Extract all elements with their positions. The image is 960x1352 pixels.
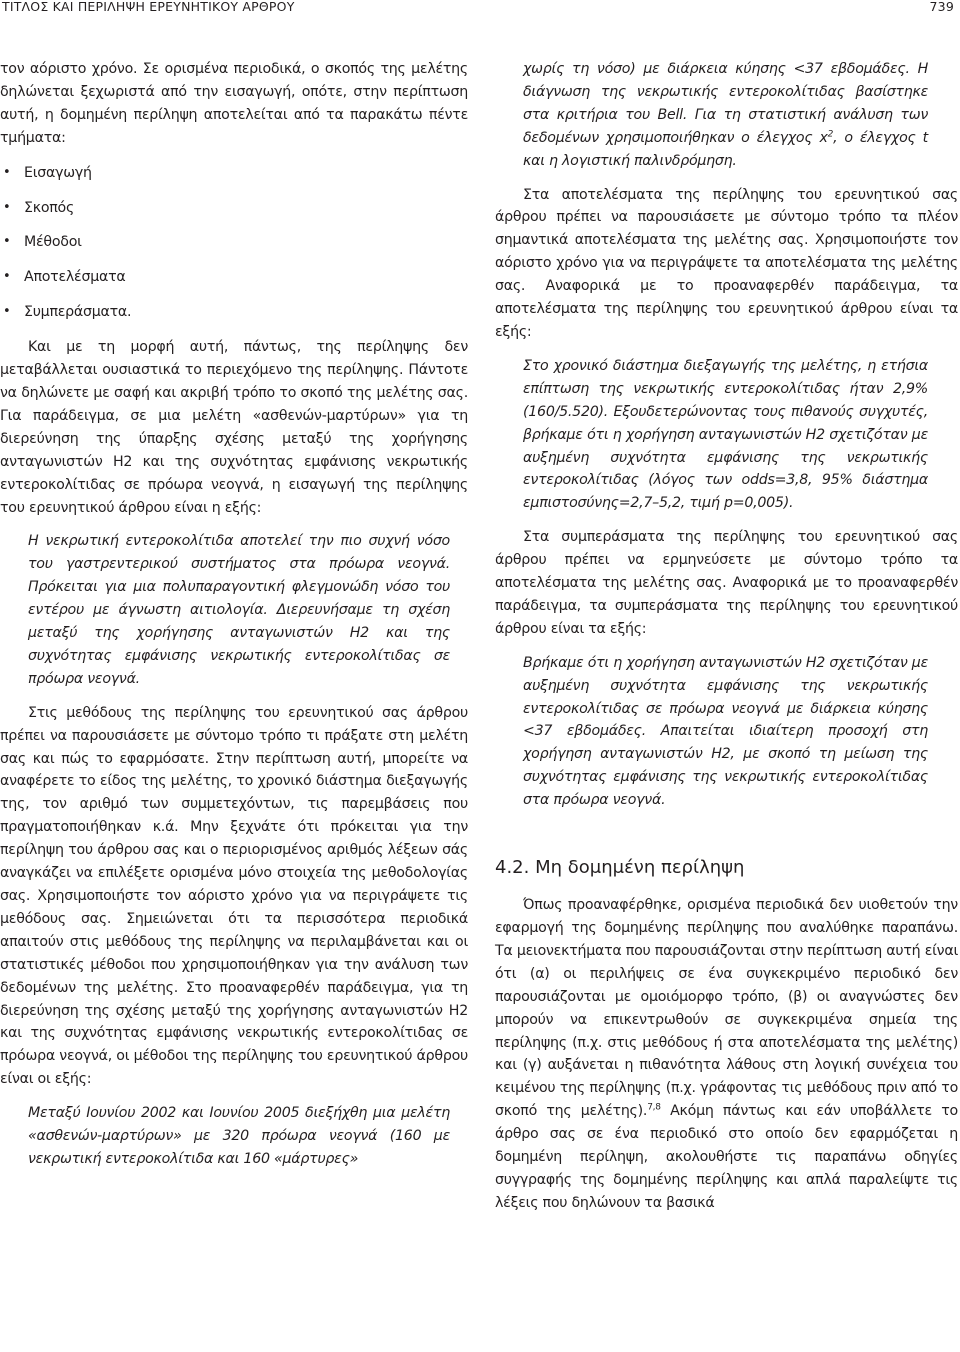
section-heading: 4.2. Μη δομημένη περίληψη — [495, 857, 745, 879]
left-column — [0, 58, 468, 1171]
running-title: ΤΙΤΛΟΣ ΚΑΙ ΠΕΡΙΛΗΨΗ ΕΡΕΥΝΗΤΙΚΟΥ ΑΡΘΡΟΥ — [2, 0, 295, 14]
methods-example-text: χωρίς τη νόσο) με διάρκεια κύησης <37 εβδομάδες. Η διάγνωση της νεκρωτικής εντεροκολίτιδας βασίστηκε στα κριτήρια του Bell. Για τη στατιστική ανάλυση των δεδομένων χρησιμοποιήθηκαν ο έλεγχος x — [523, 61, 928, 146]
unstructured-tail: Ακόμη πάντως και εάν υποβάλλετε το άρθρο σας σε ένα περιοδικό στο οποίο δεν εφαρμόζεται η δομημένη περίληψη, ακολουθήστε τις παραπάνω οδηγίες συγγραφής της δομημένης περίληψης και απλά παραλείψτε τις λέξεις που δηλώνουν τα βασικά — [495, 1103, 958, 1211]
results-example: Στο χρονικό διάστημα διεξαγωγής της μελέτης, η ετήσια επίπτωση της νεκρωτικής εντεροκολίτιδας ήταν 2,9% (160/5.520). Εξουδετερώνοντας τους πιθανούς συγχυτές, βρήκαμε ότι η χορήγηση ανταγωνιστών H2 σχετιζόταν με αυξημένη συχνότητα εμφάνισης της νεκρωτικής εντεροκολίτιδας (λόγος των odds=3,8, 95% διάστημα εμπιστοσύνης=2,7–5,2, τιμή p=0,005). — [523, 357, 928, 512]
form-paragraph: Και με τη μορφή αυτή, πάντως, της περίληψης δεν μεταβάλλεται ουσιαστικά το περιεχόμενο της περίληψης. Πάντοτε να δηλώνετε με σαφή και ακριβή τρόπο το σκοπό της μελέτης σας. Για παράδειγμα, σε μια μελέτη «ασθενών-μαρτύρων» για τη διερεύνηση της ύπαρξης σχέσης μεταξύ της χορήγησης ανταγωνιστών H2 και της συχνότητας εμφάνισης νεκρωτικής εντεροκολίτιδας σε πρόωρα νεογνά, η εισαγωγή της περίληψης του ερευνητικού άρθρου είναι η εξής: — [0, 339, 468, 516]
methods-paragraph: Στις μεθόδους της περίληψης του ερευνητικού σας άρθρου πρέπει να παρουσιάσετε με σύντομο τρόπο τι πράξατε στη μελέτη σας και πώς το εφαρμόσατε. Στην περίπτωση αυτή, μπορείτε να αναφέρετε το είδος της μελέτης, το χρονικό διάστημα διεξαγωγής της, τον αριθμό των συμμετεχόντων, τις παρεμβάσεις που πραγματοποιήθηκαν κ.ά. Μην ξεχνάτε ότι πρόκειται για την περίληψη του άρθρου σας και ο περιορισμένος αριθμός λέξεων σάς αναγκάζει να επιλέξετε ορισμένα μόνο στοιχεία της μεθοδολογίας σας. Χρησιμοποιήστε τον αόριστο χρόνο για να περιγράψετε τις μεθόδους σας. Σημειώνεται ότι τα περισσότερα περιοδικά απαιτούν στις μεθόδους της περίληψης να περιλαμβάνεται και οι στατιστικές μέθοδοι που χρησιμοποιήθηκαν για την ανάλυση των δεδομένων της μελέτης. Στο προαναφερθέν παράδειγμα, για τη διερεύνηση της σχέσης μεταξύ της χορήγησης ανταγωνιστών H2 και της συχνότητας εμφάνισης νεκρωτικής εντεροκολίτιδας σε πρόωρα νεογνά, οι μέθοδοι της περίληψης του ερευνητικού άρθρου είναι οι εξής: — [0, 704, 468, 1088]
right-column — [495, 58, 958, 1215]
results-paragraph: Στα αποτελέσματα της περίληψης του ερευνητικού σας άρθρου πρέπει να παρουσιάσετε με σύντομο τρόπο τα πλέον σημαντικά αποτελέσματα της μελέτης σας. Χρησιμοποιήστε τον αόριστο χρόνο για να περιγράψετε τα αποτελέσματα της μελέτης σας. Αναφορικά με το προαναφερθέν παράδειγμα, τα αποτελέσματα της περίληψης του ερευνητικού άρθρου είναι τα εξής: — [495, 186, 958, 340]
chi-square-superscript: 2 — [827, 128, 834, 139]
page-number: 739 — [929, 0, 954, 14]
list-item: • Εισαγωγή — [0, 162, 468, 185]
methods-example-tail: , ο έλεγχος t και η λογιστική παλινδρόμηση. — [523, 129, 928, 169]
list-item: • Σκοπός — [0, 197, 468, 220]
conclusions-example: Βρήκαμε ότι η χορήγηση ανταγωνιστών H2 σχετιζόταν με αυξημένη συχνότητα εμφάνισης της νεκρωτικής εντεροκολίτιδας σε πρόωρα νεογνά με διάρκεια κύησης <37 εβδομάδες. Απαιτείται ιδιαίτερη προσοχή στη χορήγηση ανταγωνιστών H2, με σκοπό τη μείωση της συχνότητας εμφάνισης της νεκρωτικής εντεροκολίτιδας στα πρόωρα νεογνά. — [523, 654, 928, 809]
citation-superscript: 7,8 — [647, 1102, 661, 1113]
unstructured-paragraph — [495, 894, 958, 1215]
list-item: • Συμπεράσματα. — [0, 301, 468, 324]
methods-example: Μεταξύ Ιουνίου 2002 και Ιουνίου 2005 διεξήχθη μια μελέτη «ασθενών-μαρτύρων» με 320 πρόωρα νεογνά (160 με νεκρωτική εντεροκολίτιδα και 160 «μάρτυρες» — [28, 1105, 450, 1167]
introduction-example: Η νεκρωτική εντεροκολίτιδα αποτελεί την πιο συχνή νόσο του γαστρεντερικού συστήματος στα πρόωρα νεογνά. Πρόκειται για μια πολυπαραγοντική φλεγμονώδη νόσο του εντέρου με άγνωστη αιτιολογία. Διερευνήσαμε τη σχέση μεταξύ της χορήγησης ανταγωνιστών H2 και της συχνότητας εμφάνισης νεκρωτικής εντεροκολίτιδας σε πρόωρα νεογνά. — [28, 533, 450, 687]
list-item: • Μέθοδοι — [0, 231, 468, 254]
structure-list — [0, 162, 468, 325]
running-head — [0, 0, 960, 18]
conclusions-paragraph: Στα συμπεράσματα της περίληψης του ερευνητικού σας άρθρου πρέπει να ερμηνεύσετε με σύντομο τρόπο τα αποτελέσματα της μελέτης σας. Αναφορικά με το προαναφερθέν παράδειγμα, τα συμπεράσματα της περίληψης του ερευνητικού άρθρου είναι τα εξής: — [495, 529, 958, 637]
intro-paragraph: τον αόριστο χρόνο. Σε ορισμένα περιοδικά, ο σκοπός της μελέτης δηλώνεται ξεχωριστά από την εισαγωγή, οπότε, στην περίπτωση αυτή, η δομημένη περίληψη αποτελείται από τα παρακάτω πέντε τμήματα: — [0, 61, 468, 146]
unstructured-text: Όπως προαναφέρθηκε, ορισμένα περιοδικά δεν υιοθετούν την εφαρμογή της δομημένης περίληψης που αναλύθηκε παραπάνω. Τα μειονεκτήματα που παρουσιάζονται στην περίπτωση αυτή είναι ότι (α) οι περιλήψεις σε ένα συγκεκριμένο περιοδικό δεν παρουσιάζονται με ομοιόμορφο τρόπο, (β) οι αναγνώστες δεν μπορούν να επικεντρωθούν σε συγκεκριμένα σημεία της περίληψης (π.χ. στις μεθόδους ή στα αποτελέσματα της μελέτης) και (γ) αυξάνεται η πιθανότητα λάθους στη λογική συνέχεια του κειμένου της περίληψης (π.χ. γράφοντας τις μεθόδους πριν από το σκοπό της μελέτης). — [495, 897, 958, 1120]
list-item: • Αποτελέσματα — [0, 266, 468, 289]
methods-example-continued — [495, 58, 958, 173]
